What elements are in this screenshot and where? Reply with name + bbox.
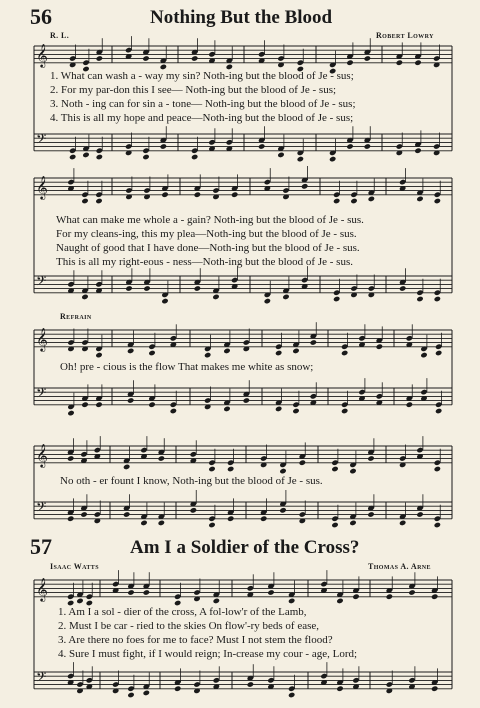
notehead	[67, 455, 74, 461]
notehead	[333, 198, 340, 204]
hymn-56-words-credit: R. L.	[50, 31, 70, 40]
notehead	[346, 143, 353, 149]
refrain-line-1: Oh! pre - cious is the flow That makes me white as snow;	[60, 361, 314, 373]
notehead	[67, 515, 74, 521]
notehead	[194, 191, 201, 197]
notehead	[223, 348, 230, 354]
hymn-57-number: 57	[30, 534, 52, 559]
notehead	[191, 154, 198, 160]
notehead	[143, 285, 150, 291]
notehead	[341, 350, 348, 356]
hymn-56-s2-verse-2: For my cleans-ing, this my plea—Noth-ing but the blood of Je - sus.	[56, 228, 357, 240]
notehead	[279, 468, 286, 474]
hymn-56-system-3-treble-clef: 𝄞	[36, 327, 48, 351]
notehead	[142, 154, 149, 160]
notehead	[288, 692, 295, 698]
refrain-line-2: No oth - er fount I know, Noth-ing but the blood of Je - sus.	[60, 475, 323, 487]
notehead	[174, 685, 181, 691]
hymn-56-s2-verse-1: What can make me whole a - gain? Noth-ing but the blood of Je - sus.	[56, 214, 364, 226]
notehead	[260, 515, 267, 521]
notehead	[208, 466, 215, 472]
hymn-56-system-2-bass-clef: 𝄢	[36, 273, 47, 292]
notehead	[158, 520, 165, 526]
notehead	[277, 152, 284, 158]
notehead	[161, 298, 168, 304]
notehead	[434, 466, 441, 472]
notehead	[329, 156, 336, 162]
notehead	[434, 296, 441, 302]
notehead	[258, 143, 265, 149]
notehead	[190, 507, 197, 513]
hymn-56-s2-verse-3: Naught of good that I have done—Noth-ing but the blood of Je - sus.	[56, 242, 360, 254]
notehead	[364, 55, 371, 61]
notehead	[364, 143, 371, 149]
notehead	[288, 598, 295, 604]
notehead	[435, 350, 442, 356]
hymn-56-number: 56	[30, 4, 52, 29]
notehead	[386, 593, 393, 599]
notehead	[69, 154, 76, 160]
notehead	[227, 515, 234, 521]
notehead	[275, 406, 282, 412]
notehead	[282, 294, 289, 300]
notehead	[95, 198, 102, 204]
notehead	[95, 401, 102, 407]
notehead	[396, 59, 403, 65]
hymn-56-s2-verse-4: This is all my right-eous - ness—Noth-ing but the blood of Je - sus.	[56, 256, 353, 268]
hymn-56-s1-verse-4: 4. This is all my hope and peace—Noth-ing but the blood of Je - sus;	[50, 112, 354, 124]
notehead	[336, 685, 343, 691]
notehead	[431, 593, 438, 599]
notehead	[292, 348, 299, 354]
hymn-56-title: Nothing But the Blood	[150, 7, 333, 28]
notehead	[301, 183, 308, 189]
notehead	[336, 598, 343, 604]
hymn-57-verse-4: 4. Sure I must fight, if I would reign; In-crease my cour - age, Lord;	[58, 648, 358, 660]
hymn-56-s1-verse-3: 3. Noth - ing can for sin a - tone— Noth-ing but the blood of Je - sus;	[50, 98, 356, 110]
notehead	[416, 196, 423, 202]
notehead	[431, 685, 438, 691]
notehead	[125, 285, 132, 291]
notehead	[143, 690, 150, 696]
notehead	[231, 191, 238, 197]
notehead	[435, 408, 442, 414]
hymn-57-verse-1: 1. Am I a sol - dier of the cross, A fol-low'r of the Lamb,	[58, 606, 307, 618]
notehead	[367, 511, 374, 517]
notehead	[310, 339, 317, 345]
notehead	[76, 598, 83, 604]
notehead	[420, 352, 427, 358]
notehead	[227, 466, 234, 472]
notehead	[247, 681, 254, 687]
notehead	[299, 459, 306, 465]
notehead	[331, 522, 338, 528]
notehead	[142, 55, 149, 61]
hymn-57-verse-3: 3. Are there no foes for me to face? Must I not stem the flood?	[58, 634, 333, 646]
hymn-56-system-4-bass-clef: 𝄢	[36, 499, 47, 518]
notehead	[416, 511, 423, 517]
notehead	[376, 343, 383, 349]
hymn-57-words-credit: Isaac Watts	[50, 562, 99, 571]
notehead	[414, 147, 421, 153]
notehead	[67, 410, 74, 416]
notehead	[127, 589, 134, 595]
notehead	[408, 589, 415, 595]
notehead	[95, 352, 102, 358]
notehead	[349, 520, 356, 526]
hymn-57-title: Am I a Soldier of the Cross?	[130, 537, 360, 558]
hymn-56-system-3-bass-clef: 𝄢	[36, 385, 47, 404]
notehead	[191, 55, 198, 61]
hymn-57-verse-2: 2. Must I be car - ried to the skies On flow'-ry beds of ease,	[58, 620, 320, 632]
notehead	[349, 468, 356, 474]
hymn-56-s1-verse-2: 2. For my par-don this I see— Noth-ing but the blood of Je - sus;	[50, 84, 337, 96]
notehead	[204, 352, 211, 358]
notehead	[223, 406, 230, 412]
notehead	[275, 350, 282, 356]
notehead	[81, 294, 88, 300]
notehead	[264, 298, 271, 304]
notehead	[127, 348, 134, 354]
notehead	[82, 152, 89, 158]
notehead	[123, 464, 130, 470]
notehead	[80, 511, 87, 517]
notehead	[350, 198, 357, 204]
hymn-56-s1-verse-1: 1. What can wash a - way my sin? Noth-ing but the blood of Je - sus;	[50, 70, 354, 82]
notehead	[414, 59, 421, 65]
hymn-57-music-credit: Thomas A. Arne	[368, 562, 431, 571]
notehead	[243, 397, 250, 403]
notehead	[406, 401, 413, 407]
hymn-56-system-4-treble-clef: 𝄞	[36, 443, 48, 467]
notehead	[96, 154, 103, 160]
hymn-56-system-1-treble-clef: 𝄞	[36, 43, 48, 67]
hymn-56-system-2-treble-clef: 𝄞	[36, 175, 48, 199]
hymn-56-music-credit: Robert Lowry	[376, 31, 434, 40]
notehead	[143, 589, 150, 595]
notehead	[148, 350, 155, 356]
hymn-57-system-1-bass-clef: 𝄢	[36, 669, 47, 688]
notehead	[368, 196, 375, 202]
notehead	[297, 156, 304, 162]
notehead	[160, 143, 167, 149]
hymn-56-system-1-bass-clef: 𝄢	[36, 131, 47, 150]
notehead	[367, 455, 374, 461]
notehead	[148, 401, 155, 407]
hymn-57-system-1-treble-clef: 𝄞	[36, 577, 48, 601]
notehead	[161, 191, 168, 197]
notehead	[213, 598, 220, 604]
notehead	[434, 522, 441, 528]
notehead	[96, 55, 103, 61]
notehead	[416, 296, 423, 302]
notehead	[208, 522, 215, 528]
notehead	[434, 198, 441, 204]
refrain-label: Refrain	[60, 312, 92, 321]
notehead	[127, 692, 134, 698]
notehead	[81, 198, 88, 204]
notehead	[140, 520, 147, 526]
notehead	[81, 401, 88, 407]
notehead	[346, 59, 353, 65]
notehead	[399, 520, 406, 526]
notehead	[341, 408, 348, 414]
notehead	[399, 285, 406, 291]
notehead	[279, 507, 286, 513]
notehead	[158, 455, 165, 461]
notehead	[127, 397, 134, 403]
notehead	[292, 408, 299, 414]
notehead	[333, 296, 340, 302]
notehead	[170, 408, 177, 414]
notehead	[267, 589, 274, 595]
notehead	[352, 593, 359, 599]
notehead	[194, 285, 201, 291]
notehead	[331, 466, 338, 472]
notehead	[123, 511, 130, 517]
notehead	[212, 294, 219, 300]
